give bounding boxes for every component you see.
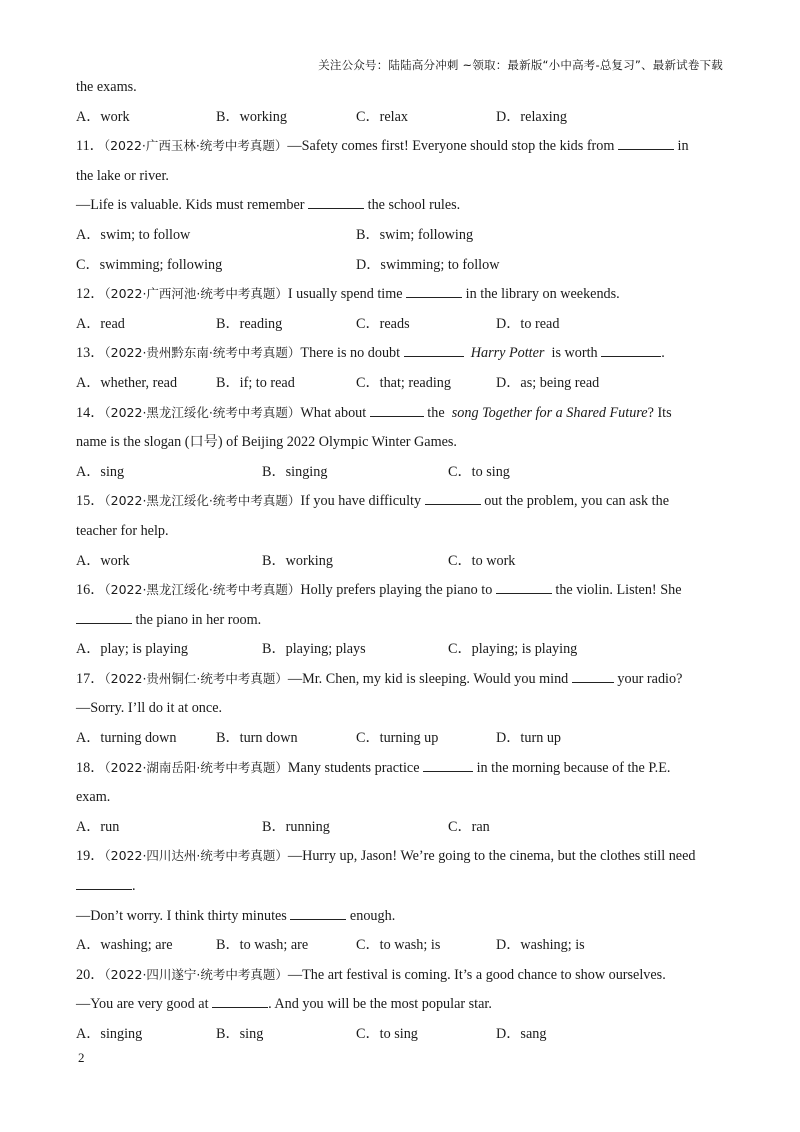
- option-c: C．relax: [356, 108, 409, 125]
- option-a: A．work: [76, 552, 130, 569]
- option-c: C．to work: [448, 552, 516, 569]
- options-q11-row2: [76, 254, 726, 284]
- option-a: A．whether, read: [76, 374, 178, 391]
- question-text: in the morning because of the P.E.: [476, 759, 671, 776]
- question-text: —Life is valuable. Kids must remember: [76, 197, 305, 214]
- question-text: the school rules.: [367, 197, 461, 214]
- question-text: —The art festival is coming. It’s a good chance to show ourselves.: [287, 966, 666, 983]
- option-a: A．turning down: [76, 730, 177, 747]
- question-source: （2022·湖南岳阳·统考中考真题）: [104, 759, 288, 775]
- question-number: 16．: [76, 582, 105, 599]
- question-13: [76, 342, 726, 372]
- option-c: C．reads: [356, 315, 410, 332]
- options-q11-row1: [76, 224, 726, 254]
- question-source: （2022·黑龙江绥化·统考中考真题）: [104, 404, 301, 420]
- question-number: 15．: [76, 493, 105, 510]
- text-line: teacher for help.: [76, 522, 169, 539]
- page-header: 关注公众号：陆陆高分冲刺 ~领取：最新版“小中高考-总复习”、最新试卷下载: [318, 58, 723, 72]
- question-source: （2022·广西河池·统考中考真题）: [104, 286, 288, 302]
- option-b: B．playing; plays: [262, 641, 366, 658]
- option-c: C．swimming; following: [76, 256, 223, 273]
- option-b: B．reading: [216, 315, 283, 332]
- question-number: 20．: [76, 966, 105, 983]
- text-line: name is the slogan (口号) of Beijing 2022 Olympic Winter Games.: [76, 434, 457, 451]
- question-text: —You are very good at: [76, 996, 209, 1013]
- option-d: D．washing; is: [496, 937, 585, 954]
- options-q18: [76, 816, 726, 846]
- answer-blank: [212, 993, 268, 1008]
- options-q10: [76, 106, 726, 136]
- options-q14: [76, 461, 726, 491]
- question-source: （2022·黑龙江绥化·统考中考真题）: [104, 493, 301, 509]
- text-line: —Sorry. I’ll do it at once.: [76, 700, 223, 717]
- option-d: D．relaxing: [496, 108, 567, 125]
- options-q13: [76, 372, 726, 402]
- option-a: A．run: [76, 818, 120, 835]
- option-a: A．sing: [76, 463, 125, 480]
- question-number: 13．: [76, 345, 105, 362]
- option-d: D．to read: [496, 315, 560, 332]
- option-b: B．swim; following: [356, 226, 474, 243]
- option-b: B．working: [216, 108, 287, 125]
- answer-blank: [618, 135, 674, 150]
- question-11: [76, 135, 726, 165]
- option-d: D．as; being read: [496, 374, 600, 391]
- question-text: the piano in her room.: [135, 611, 262, 628]
- answer-blank: [572, 668, 614, 683]
- option-c: C．to wash; is: [356, 937, 441, 954]
- question-text: ? Its: [647, 404, 672, 421]
- question-text: —Hurry up, Jason! We’re going to the cinema, but the clothes still need: [287, 848, 696, 865]
- option-b: B．sing: [216, 1026, 264, 1042]
- option-b: B．singing: [262, 463, 328, 480]
- question-number: 14．: [76, 404, 105, 421]
- answer-blank: [308, 194, 364, 209]
- answer-blank: [406, 283, 462, 298]
- option-d: D．sang: [496, 1026, 547, 1042]
- text-line: exam.: [76, 789, 111, 806]
- question-text: enough.: [349, 907, 396, 924]
- answer-blank: [425, 490, 481, 505]
- question-16: [76, 579, 726, 609]
- option-b: B．if; to read: [216, 374, 295, 391]
- question-18: [76, 757, 726, 787]
- answer-blank: [404, 342, 464, 357]
- answer-blank: [76, 609, 132, 624]
- question-text: is worth: [551, 345, 598, 362]
- question-20: [76, 964, 726, 994]
- option-a: A．work: [76, 108, 130, 125]
- question-source: （2022·四川达州·统考中考真题）: [104, 848, 288, 864]
- book-title: Harry Potter: [470, 345, 545, 362]
- question-19: [76, 845, 726, 875]
- option-c: C．ran: [448, 818, 490, 835]
- question-text: your radio?: [617, 670, 683, 687]
- question-text: Many students practice: [287, 759, 420, 776]
- options-q20: [76, 1023, 726, 1053]
- question-number: 11．: [76, 138, 104, 155]
- question-number: 12．: [76, 286, 105, 303]
- option-b: B．to wash; are: [216, 937, 309, 954]
- text-line: [76, 905, 726, 935]
- text-line: the exams.: [76, 79, 137, 95]
- question-number: 17．: [76, 670, 105, 687]
- question-source: （2022·贵州铜仁·统考中考真题）: [104, 670, 288, 686]
- question-12: [76, 283, 726, 313]
- question-text: the violin. Listen! She: [555, 582, 682, 599]
- options-q15: [76, 550, 726, 580]
- page-number: 2: [78, 1050, 85, 1065]
- option-b: B．turn down: [216, 730, 298, 747]
- question-14: [76, 402, 726, 432]
- options-q19: [76, 934, 726, 964]
- option-b: B．running: [262, 818, 330, 835]
- question-source: （2022·黑龙江绥化·统考中考真题）: [104, 582, 301, 598]
- option-c: C．turning up: [356, 730, 439, 747]
- option-a: A．read: [76, 315, 125, 332]
- question-number: 19．: [76, 848, 105, 865]
- question-text: —Mr. Chen, my kid is sleeping. Would you mind: [287, 670, 569, 687]
- question-text: Holly prefers playing the piano to: [300, 582, 493, 599]
- question-text: out the problem, you can ask the: [484, 493, 669, 510]
- question-number: 18．: [76, 759, 105, 776]
- question-text: If you have difficulty: [300, 493, 422, 510]
- options-q12: [76, 313, 726, 343]
- option-c: C．that; reading: [356, 374, 451, 391]
- option-d: D．turn up: [496, 730, 562, 747]
- option-d: D．swimming; to follow: [356, 256, 500, 273]
- options-q16: [76, 638, 726, 668]
- answer-blank: [290, 905, 346, 920]
- question-text: the: [427, 404, 445, 421]
- option-a: A．singing: [76, 1026, 143, 1042]
- question-source: （2022·贵州黔东南·统考中考真题）: [104, 345, 301, 361]
- question-source: （2022·四川遂宁·统考中考真题）: [104, 966, 288, 982]
- text-line: [76, 609, 726, 639]
- question-text: —Don’t worry. I think thirty minutes: [76, 907, 287, 924]
- answer-blank: [76, 875, 132, 890]
- question-text: What about: [300, 404, 367, 421]
- option-a: A．washing; are: [76, 937, 173, 954]
- answer-blank: [496, 579, 552, 594]
- question-15: [76, 490, 726, 520]
- question-source: （2022·广西玉林·统考中考真题）: [103, 138, 288, 154]
- text-line: [76, 194, 726, 224]
- text-line: [76, 993, 726, 1023]
- options-q17: [76, 727, 726, 757]
- option-c: C．playing; is playing: [448, 641, 578, 658]
- option-b: B．working: [262, 552, 333, 569]
- question-text: There is no doubt: [300, 345, 401, 362]
- question-list: [76, 76, 726, 1053]
- song-title: song Together for a Shared Future: [451, 404, 648, 421]
- text-line: the lake or river.: [76, 167, 169, 184]
- question-text: . And you will be the most popular star.: [268, 996, 492, 1013]
- option-c: C．to sing: [356, 1026, 418, 1042]
- question-text: —Safety comes first! Everyone should stop the kids from: [287, 138, 615, 155]
- text-line: [76, 875, 726, 905]
- question-text: .: [661, 345, 665, 362]
- question-17: [76, 668, 726, 698]
- option-c: C．to sing: [448, 463, 510, 480]
- answer-blank: [601, 342, 661, 357]
- question-text: I usually spend time: [287, 286, 403, 303]
- question-text: in: [677, 138, 689, 155]
- option-a: A．swim; to follow: [76, 226, 191, 243]
- option-a: A．play; is playing: [76, 641, 188, 658]
- question-text: .: [132, 878, 136, 895]
- answer-blank: [423, 757, 473, 772]
- question-text: in the library on weekends.: [465, 286, 620, 303]
- answer-blank: [370, 402, 424, 417]
